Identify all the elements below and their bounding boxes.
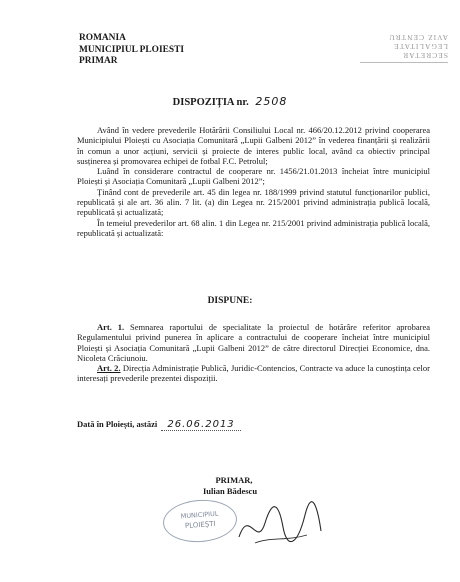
issuer-country: ROMANIA (79, 33, 126, 43)
handwritten-signature (235, 497, 325, 557)
stamp-line: SECRETAR (402, 51, 448, 60)
official-seal (162, 497, 239, 544)
articles (77, 322, 430, 384)
stamp-line: AVIZ CENTRU (388, 33, 448, 42)
article-2 (77, 363, 430, 384)
title-label: DISPOZIȚIA nr. (172, 97, 249, 108)
preamble-paragraph: Luând în considerare contractul de cooperare nr. 1456/21.01.2013 încheiat între municipiul Ploiești și Asociația Comunitară „Lupii Galbeni 2012”; (77, 166, 430, 187)
article-text: Direcția Administrație Publică, Juridic-Contencios, Contracte va aduce la cunoștința celor interesați prevederile prezentei dispoziții. (77, 363, 431, 384)
preamble (77, 125, 430, 238)
seal-line: PLOIEȘTI (184, 519, 216, 531)
date-value: 26.06.2013 (161, 419, 240, 431)
signer-name: Iulian Bădescu (202, 486, 258, 496)
article-1 (77, 322, 430, 363)
preamble-paragraph: Ținând cont de prevederile art. 45 din legea nr. 188/1999 privind statutul funcționarilor publici, republicată și ale art. 36 alin. 7 lit. (a) din Legea nr. 215/2001 privind administrația publică locală, republicată și actualizată; (77, 186, 430, 218)
date-label: Dată în Ploiești, astăzi (77, 419, 158, 429)
stamp-line: LEGALITATE (393, 42, 448, 51)
preamble-paragraph: Având în vedere prevederile Hotărârii Consiliului Local nr. 466/20.12.2012 privind cooperarea Municipiului Ploiești cu Asociația Comunitară „Lupii Galbeni 2012” în vederea finanțării și realizării în comun a unor acțiuni, servicii și proiecte de interes public local, având ca obiectiv principal susținerea și promovarea echipei de fotbal F.C. Petrolul; (77, 125, 430, 166)
article-label: Art. 2. (97, 363, 121, 374)
signer-title: PRIMAR, (215, 475, 253, 485)
article-text: Semnarea raportului de specialitate la proiectul de hotărâre referitor aprobarea Regulamentului privind punerea în aplicare a contractului de cooperare încheiat între municipiul Ploiești și Asociația Comunitară „Lupii Galbeni 2012” de către directorul Direcției Economice, dna. Nicoleta Crăciunoiu. (77, 322, 430, 363)
dispune-heading: DISPUNE: (207, 296, 253, 306)
document-title (0, 95, 460, 108)
signature-block (0, 475, 460, 497)
disposition-number: 2508 (255, 95, 288, 108)
preamble-paragraph: În temeiul prevederilor art. 68 alin. 1 din Legea nr. 215/2001 privind administrația publică locală, republicată și actualizată: (77, 217, 430, 238)
issuer-office: PRIMAR (79, 56, 118, 66)
issuer-municipality: MUNICIPIUL PLOIESTI (79, 44, 184, 55)
article-label: Art. 1. (97, 322, 125, 332)
registration-stamp (360, 28, 448, 63)
seal-line: MUNICIPIUL (180, 509, 219, 521)
issuer-header (79, 33, 184, 68)
issue-date (77, 419, 241, 430)
